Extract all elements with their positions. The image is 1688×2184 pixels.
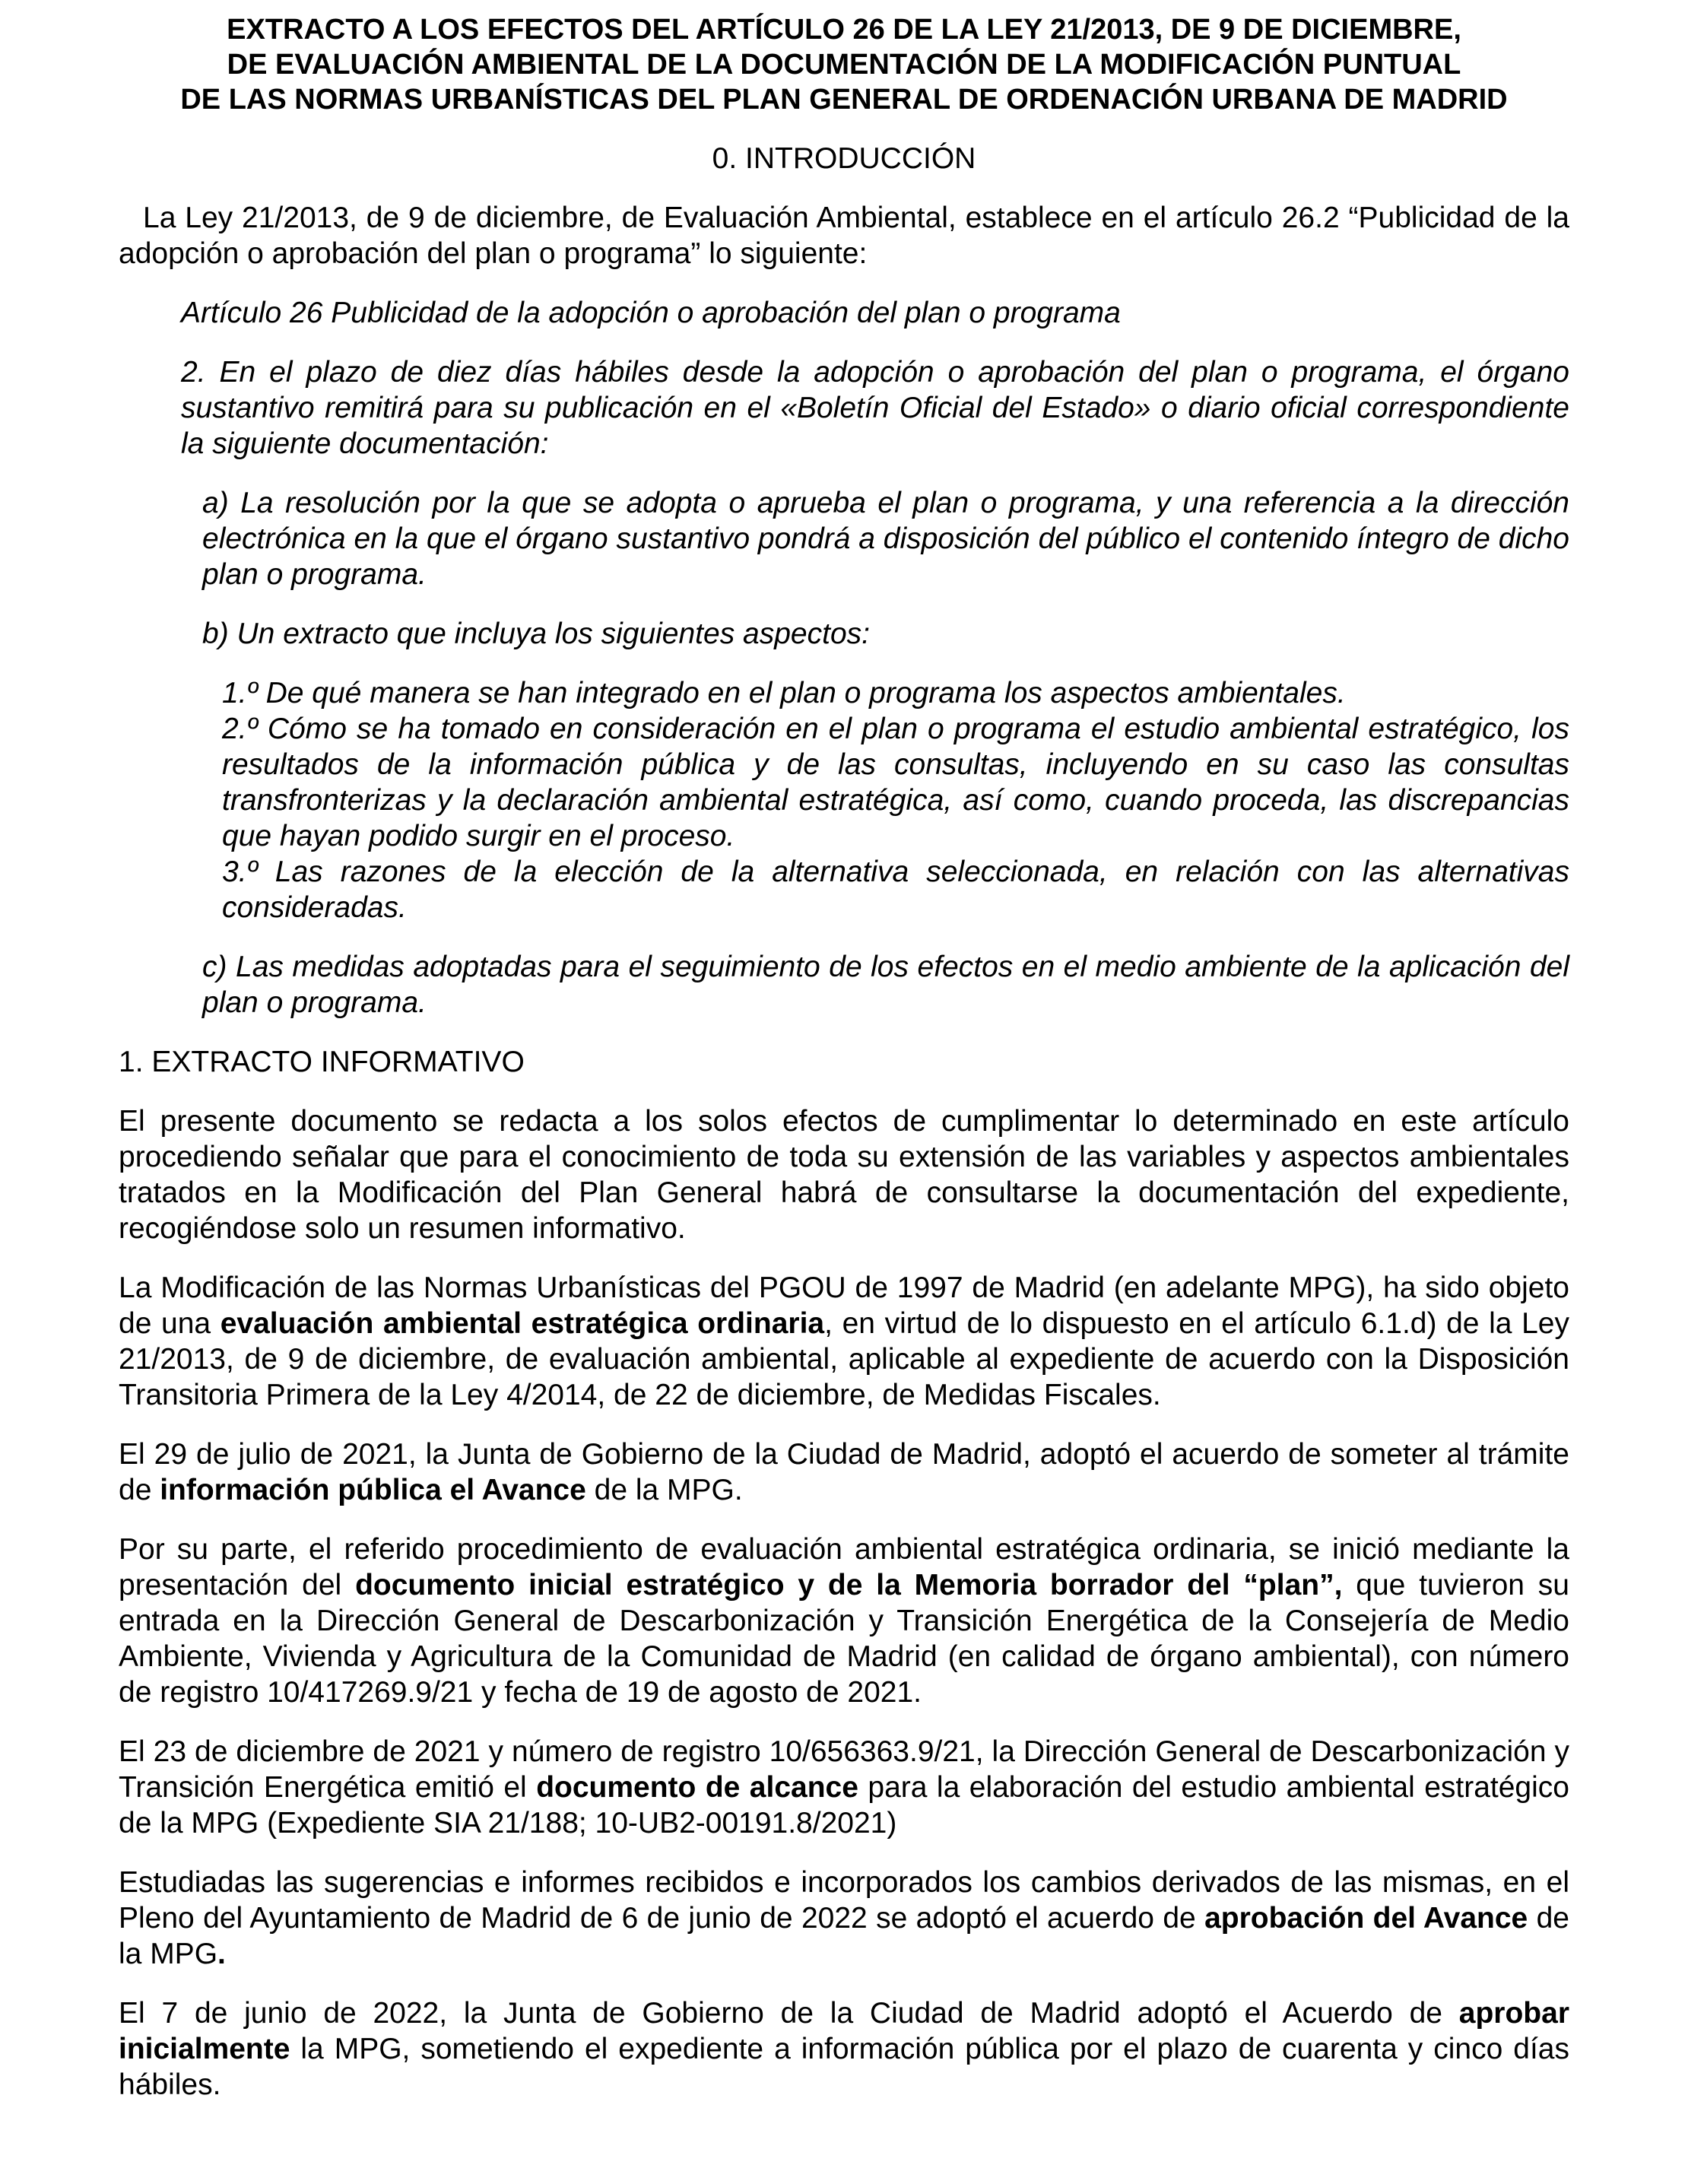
text-run: 2. En el plazo de diez días hábiles desde la adopción o aprobación del plan o programa, el órgano sustantivo remitirá para su publicación en el «Boletín Oficial del Estado» o diario oficial correspondiente la siguiente documentación: <box>181 356 1569 460</box>
text-run: 3.º Las razones de la elección de la alternativa seleccionada, en relación con las alternativas consideradas. <box>222 856 1569 924</box>
text-run: Artículo 26 Publicidad de la adopción o aprobación del plan o programa <box>181 297 1121 329</box>
quote-item-b-2 <box>119 711 1569 854</box>
text-run: que tuvieron su entrada en la Dirección General de Descarbonización y Transición Energética de la Consejería de Medio Ambiente, Vivienda y Agricultura de la Comunidad de Madrid (en calidad de órgano ambiental), con número de registro 10/417269.9/21 y fecha de 19 de agosto de 2021. <box>119 1569 1569 1709</box>
paragraph-aprobacion-avance <box>119 1865 1569 1972</box>
bold-text-run: evaluación ambiental estratégica ordinaria <box>220 1307 825 1340</box>
text-run: El 7 de junio de 2022, la Junta de Gobierno de la Ciudad de Madrid adoptó el Acuerdo de <box>119 1997 1459 2030</box>
text-run: Por su parte, el referido procedimiento de evaluación ambiental estratégica ordinaria, se inició mediante la presentación del <box>119 1533 1569 1601</box>
quote-articulo-26-apartado-2 <box>119 354 1569 462</box>
quote-item-a <box>119 485 1569 592</box>
bold-text-run: documento de alcance <box>536 1771 858 1804</box>
text-run: 0. INTRODUCCIÓN <box>712 142 976 175</box>
text-run: El 23 de diciembre de 2021 y número de registro 10/656363.9/21, la Dirección General de Descarbonización y Transición Energética emitió el <box>119 1735 1569 1804</box>
title-line: EXTRACTO A LOS EFECTOS DEL ARTÍCULO 26 DE LA LEY 21/2013, DE 9 DE DICIEMBRE, <box>227 14 1461 46</box>
quote-item-b-1 <box>119 675 1569 711</box>
text-run: 2.º Cómo se ha tomado en consideración en el plan o programa el estudio ambiental estratégico, los resultados de la información pública y de las consultas, incluyendo en su caso las consultas transfronterizas y la declaración ambiental estratégica, así como, cuando proceda, las discrepancias que hayan podido surgir en el proceso. <box>222 713 1569 852</box>
title-line: DE EVALUACIÓN AMBIENTAL DE LA DOCUMENTACIÓN DE LA MODIFICACIÓN PUNTUAL <box>227 49 1461 81</box>
text-run: El 29 de julio de 2021, la Junta de Gobierno de la Ciudad de Madrid, adoptó el acuerdo de someter al trámite de <box>119 1438 1569 1506</box>
paragraph-aprobacion-inicial <box>119 1995 1569 2103</box>
text-run: 1. EXTRACTO INFORMATIVO <box>119 1046 525 1078</box>
paragraph-documento-inicial-estrategico <box>119 1532 1569 1710</box>
bold-text-run: información pública el Avance <box>160 1474 586 1506</box>
paragraph-documento-alcance <box>119 1734 1569 1841</box>
text-run: la MPG, sometiendo el expediente a información pública por el plazo de cuarenta y cinco días hábiles. <box>119 2033 1569 2101</box>
quote-item-b-3 <box>119 854 1569 925</box>
paragraph-avance-informacion-publica <box>119 1436 1569 1508</box>
document-body <box>119 12 1569 2103</box>
section-heading-introduccion <box>119 141 1569 176</box>
text-run: b) Un extracto que incluya los siguientes aspectos: <box>202 617 870 650</box>
text-run: de la MPG <box>119 1902 1569 1970</box>
quote-item-b <box>119 616 1569 652</box>
bold-text-run: documento inicial estratégico y de la Memoria borrador del “plan”, <box>355 1569 1343 1601</box>
title-line: DE LAS NORMAS URBANÍSTICAS DEL PLAN GENERAL DE ORDENACIÓN URBANA DE MADRID <box>180 84 1508 116</box>
document-title <box>119 12 1569 117</box>
text-run: 1.º De qué manera se han integrado en el plan o programa los aspectos ambientales. <box>222 677 1346 709</box>
bold-text-run: . <box>217 1938 226 1970</box>
bold-text-run: aprobar inicialmente <box>119 1997 1569 2065</box>
text-run: a) La resolución por la que se adopta o aprueba el plan o programa, y una referencia a la dirección electrónica en la que el órgano sustantivo pondrá a disposición del público el contenido íntegro de dicho plan o programa. <box>202 487 1569 591</box>
paragraph-ley-21-2013 <box>119 200 1569 271</box>
bold-text-run: aprobación del Avance <box>1204 1902 1528 1935</box>
text-run: La Modificación de las Normas Urbanísticas del PGOU de 1997 de Madrid (en adelante MPG), ha sido objeto de una <box>119 1271 1569 1340</box>
text-run: La Ley 21/2013, de 9 de diciembre, de Evaluación Ambiental, establece en el artículo 26.2 “Publicidad de la adopción o aprobación del plan o programa” lo siguiente: <box>119 202 1569 270</box>
quote-item-c <box>119 949 1569 1021</box>
text-run: para la elaboración del estudio ambiental estratégico de la MPG (Expediente SIA 21/188; 10-UB2-00191.8/2021) <box>119 1771 1569 1840</box>
quote-articulo-26-title <box>119 295 1569 331</box>
text-run: c) Las medidas adoptadas para el seguimiento de los efectos en el medio ambiente de la aplicación del plan o programa. <box>202 951 1569 1019</box>
paragraph-presente-documento <box>119 1103 1569 1246</box>
paragraph-modificacion-pgou <box>119 1270 1569 1413</box>
text-run: El presente documento se redacta a los solos efectos de cumplimentar lo determinado en este artículo procediendo señalar que para el conocimiento de toda su extensión de las variables y aspectos ambientales tratados en la Modificación del Plan General habrá de consultarse la documentación del expediente, recogiéndose solo un resumen informativo. <box>119 1105 1569 1245</box>
text-run: de la MPG. <box>585 1474 743 1506</box>
text-run: , en virtud de lo dispuesto en el artículo 6.1.d) de la Ley 21/2013, de 9 de diciembre, de evaluación ambiental, aplicable al expediente de acuerdo con la Disposición Transitoria Primera de la Ley 4/2014, de 22 de diciembre, de Medidas Fiscales. <box>119 1307 1569 1411</box>
section-heading-extracto-informativo <box>119 1044 1569 1080</box>
text-run: Estudiadas las sugerencias e informes recibidos e incorporados los cambios derivados de las mismas, en el Pleno del Ayuntamiento de Madrid de 6 de junio de 2022 se adoptó el acuerdo de <box>119 1866 1569 1935</box>
